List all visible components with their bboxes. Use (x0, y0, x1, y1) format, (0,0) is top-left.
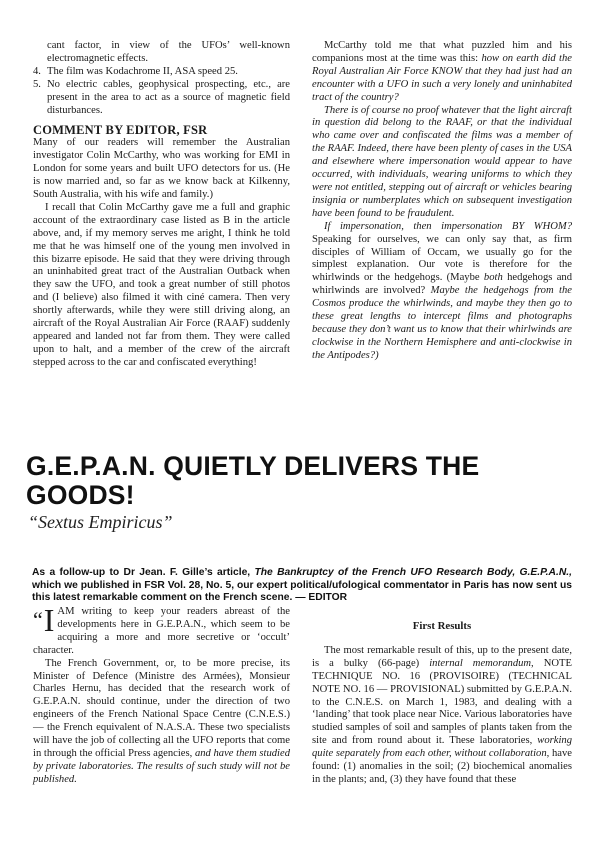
paragraph: I recall that Colin McCarthy gave me a full and graphic account of the extraordinary case listed as B in the article above, and, if my memory serves me aright, I think he told me that he was himself one of the young men involved in this bizarre episode. He said that they were driving through an uninhabited great tract of the Australian Outback when they saw the UFO, and took a great number of still photos and (I believe) also filmed it with ciné camera. Then very shortly afterwards, while they were still driving along, an aircraft of the Royal Australian Air Force (RAAF) suddenly appeared and landed not far from them. They were called upon to halt, and a member of the crew of the aircraft stepped across to the car and confiscated everything! (33, 201, 290, 368)
section-heading: COMMENT BY EDITOR, FSR (33, 123, 208, 138)
paragraph: Many of our readers will remember the Australian investigator Colin McCarthy, who was working for EMI in London for some years and built UFO detectors for us. (He is now married and, so far as we know back at Kilkenny, South Australia, with his wife and family.) (33, 137, 290, 200)
text-run: As a follow-up to Dr Jean. F. Gille’s article, (32, 567, 255, 578)
italic-run: working quite separately from each other, without collaboration, (312, 735, 572, 760)
list-text: The film was Kodachrome II, ASA speed 25. (47, 65, 238, 77)
text-run: McCarthy told me that what puzzled him and his companions most at the time was this: (312, 40, 572, 64)
article-left-column (33, 602, 290, 787)
article-byline: “Sextus Empiricus” (28, 512, 173, 532)
drop-cap-quote: “ (33, 607, 43, 632)
italic-run: and have them studied by private laboratories. The results of such study will not be published. (33, 747, 290, 785)
drop-cap-letter: I (43, 602, 55, 638)
paragraph (33, 658, 290, 787)
top-right-column (312, 40, 572, 363)
text-run: have found: (1) anomalies in the soil; (2) biochemical anomalies in the plants; and, (3) they have found that these (312, 748, 572, 785)
subheading: First Results (412, 620, 472, 632)
text-run: Speaking for ourselves, we can only say that, as firm disciples of William of Occam, we usually go for the simplest explanation. Our vote is therefore for the whirlwinds or the hedgehogs. (Maybe (312, 233, 572, 284)
top-left-column (33, 40, 290, 370)
italic-run: how on earth did the Royal Australian Air Force KNOW that they had just had an encounter with a UFO in such a very lonely and uninhabited tract of the country? (312, 52, 572, 103)
paragraph (312, 645, 572, 787)
italic-run: both (483, 272, 503, 284)
text-run: hedgehogs and whirlwinds are involved? (312, 272, 572, 297)
italic-run: If impersonation, then impersonation BY WHOM? (324, 220, 572, 232)
paragraph (312, 221, 572, 363)
list-number: 4. (33, 65, 41, 77)
paragraph (312, 40, 572, 105)
article-right-column (312, 620, 572, 787)
list-fragment: cant factor, in view of the UFOs’ well-known electromagnetic effects. (47, 40, 290, 64)
text-run: The French Government, or, to be more precise, its Minister of Defence (Ministre des Armées), Monsieur Charles Hernu, has decided that the research work of G.E.P.A.N. should continue, under the direction of two engineers of the French National Space Centre (C.N.E.S.) — the French equivalent of N.A.S.A. These two specialists will have the job of collecting all the UFO reports that come in through the official Press agencies, (33, 657, 290, 759)
drop-cap (33, 602, 55, 638)
text-run: NOTE TECHNIQUE NO. 16 (PROVISOIRE) (TECHNICAL NOTE NO. 16 — PROVISIONAL) submitted by G.E.P.A.N. to the C.N.E.S. on March 1, 1983, and dealing with a ‘landing’ that took place near Nice. Various laboratories have studied samples of soil and samples of plants taken from the site and from round about it. These laboratories, (312, 657, 572, 747)
text-run: which we published in FSR Vol. 28, No. 5, our expert political/ufological commentator in Paris has now sent us this latest remarkable comment on the French scene. — EDITOR (32, 579, 572, 604)
list-text: No electric cables, geophysical prospecting, etc., are present in the area to act as a source of magnetic field disturbances. (47, 78, 290, 116)
list-item-5 (33, 79, 290, 118)
list-item-4 (33, 66, 290, 79)
list-number: 5. (33, 78, 41, 90)
italic-run: Maybe the hedgehogs from the Cosmos produce the whirlwinds, and maybe they then go to these great lengths to intercept films and photographs because they don’t want us to know that their whirlwinds are clockwise in the Northern Hemisphere and anti-clockwise in the Antipodes?) (312, 285, 572, 361)
paragraph (33, 602, 290, 658)
text-run: AM writing to keep your readers abreast of the developments here in G.E.P.A.N., which seem to be acquiring a more and more secretive or ‘occult’ character. (33, 606, 290, 656)
text-run: The most remarkable result of this, up to the present date, is a bulky (66-page) (312, 644, 572, 669)
editor-intro (32, 567, 572, 605)
italic-run: The Bankruptcy of the French UFO Research Body, G.E.P.A.N., (254, 567, 572, 578)
article-headline: G.E.P.A.N. QUIETLY DELIVERS THE GOODS! (26, 451, 480, 510)
italic-run: internal memorandum, (429, 657, 534, 669)
paragraph: There is of course no proof whatever that the light aircraft in question did belong to the RAAF, or that the individual who came over and confiscated the films was a member of the RAAF. Indeed, there have been plenty of cases in the USA and elsewhere where impersonation would appear to have occurred, with individuals, wearing uniforms to which they were not entitled, stepping out of aircraft or vehicles bearing insignia or numberplates which on subsequent investigation have been found to be fraudulent. (312, 104, 572, 219)
